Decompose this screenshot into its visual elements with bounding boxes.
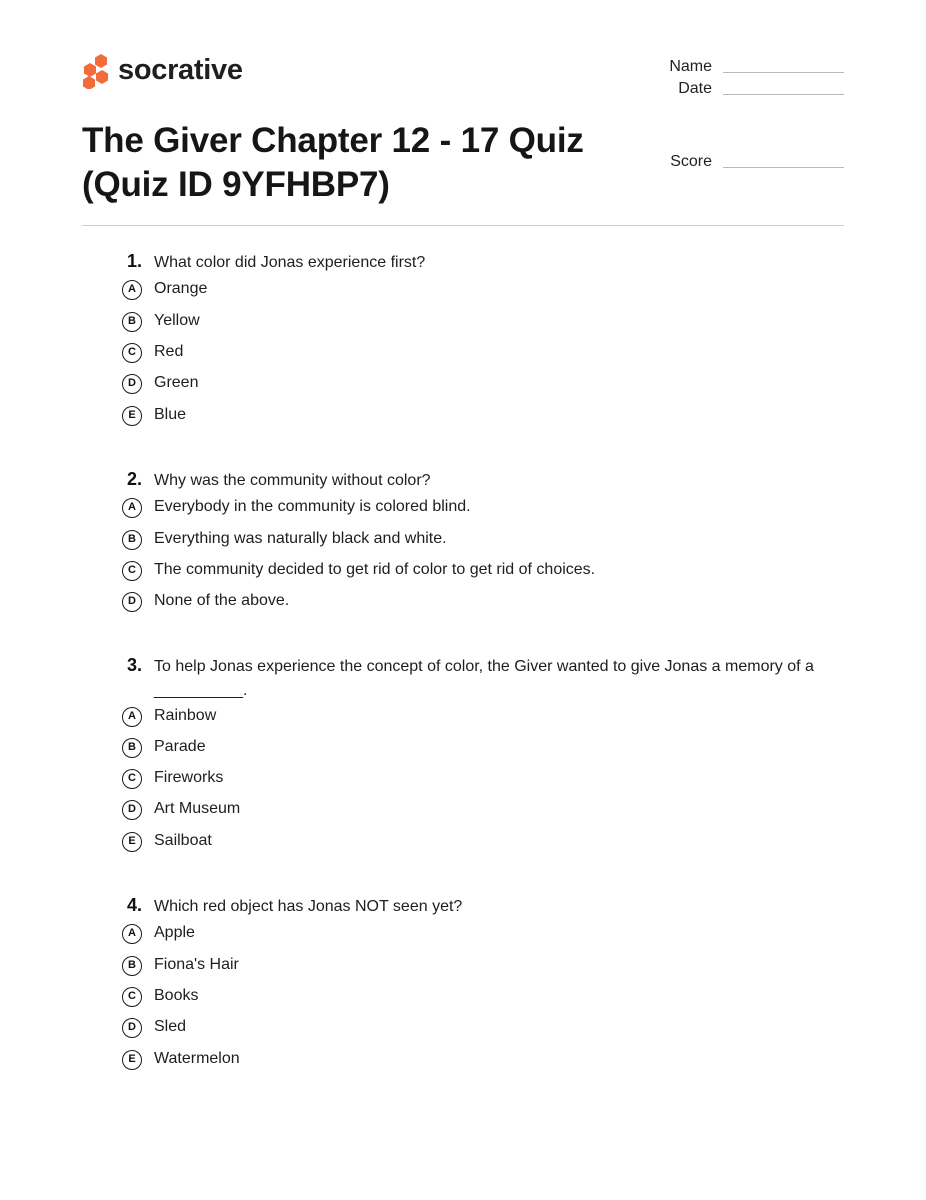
option-text: Parade [154, 738, 206, 755]
option-letter[interactable]: B [122, 738, 142, 758]
option-letter[interactable]: B [122, 312, 142, 332]
option-text: Green [154, 374, 199, 391]
date-label: Date [678, 80, 712, 97]
question-number: 3. [126, 655, 142, 675]
name-label: Name [669, 58, 712, 75]
question-text: To help Jonas experience the concept of color, the Giver wanted to give Jonas a memory of a __________. [154, 658, 814, 699]
option-letter[interactable]: A [122, 280, 142, 300]
option-letter[interactable]: D [122, 374, 142, 394]
hexagon-cluster-icon [81, 53, 110, 89]
brand-name: socrative [118, 53, 243, 86]
option-text: Sled [154, 1018, 187, 1035]
question-text: Which red object has Jonas NOT seen yet? [154, 898, 463, 915]
option-letter[interactable]: E [122, 406, 142, 426]
option-letter[interactable]: C [122, 561, 142, 581]
option-letter[interactable]: B [122, 530, 142, 550]
quiz-id: (Quiz ID 9YFHBP7) [82, 165, 390, 204]
option-text: Sailboat [154, 832, 212, 849]
option-text: Fireworks [154, 769, 224, 786]
name-field[interactable] [723, 72, 844, 73]
quiz-title-line1: The Giver Chapter 12 - 17 Quiz [82, 121, 584, 160]
option-text: The community decided to get rid of color to get rid of choices. [154, 561, 596, 578]
option-text: Books [154, 987, 199, 1004]
option-text: Blue [154, 406, 187, 423]
option-text: Apple [154, 924, 195, 941]
score-field[interactable] [723, 167, 844, 168]
question-text: Why was the community without color? [154, 472, 431, 489]
option-letter[interactable]: A [122, 707, 142, 727]
question-text: What color did Jonas experience first? [154, 254, 426, 271]
option-letter[interactable]: D [122, 1018, 142, 1038]
quiz-title [82, 119, 642, 207]
option-text: Everybody in the community is colored blind. [154, 498, 471, 515]
option-letter[interactable]: D [122, 800, 142, 820]
option-text: Yellow [154, 312, 200, 329]
option-text: Art Museum [154, 800, 241, 817]
option-text: Rainbow [154, 707, 217, 724]
question-number: 4. [126, 895, 142, 915]
option-letter[interactable]: B [122, 956, 142, 976]
option-letter[interactable]: E [122, 832, 142, 852]
socrative-logo [81, 52, 243, 90]
header-divider [82, 225, 844, 226]
option-letter[interactable]: E [122, 1050, 142, 1070]
option-letter[interactable]: C [122, 987, 142, 1007]
option-text: Red [154, 343, 184, 360]
option-text: None of the above. [154, 592, 290, 609]
question-number: 1. [126, 251, 142, 271]
question-number: 2. [126, 469, 142, 489]
option-text: Everything was naturally black and white. [154, 530, 447, 547]
option-text: Fiona's Hair [154, 956, 239, 973]
option-letter[interactable]: A [122, 498, 142, 518]
option-letter[interactable]: A [122, 924, 142, 944]
option-letter[interactable]: C [122, 769, 142, 789]
option-letter[interactable]: C [122, 343, 142, 363]
option-letter[interactable]: D [122, 592, 142, 612]
date-field[interactable] [723, 94, 844, 95]
option-text: Orange [154, 280, 208, 297]
score-label: Score [670, 153, 712, 170]
option-text: Watermelon [154, 1050, 240, 1067]
